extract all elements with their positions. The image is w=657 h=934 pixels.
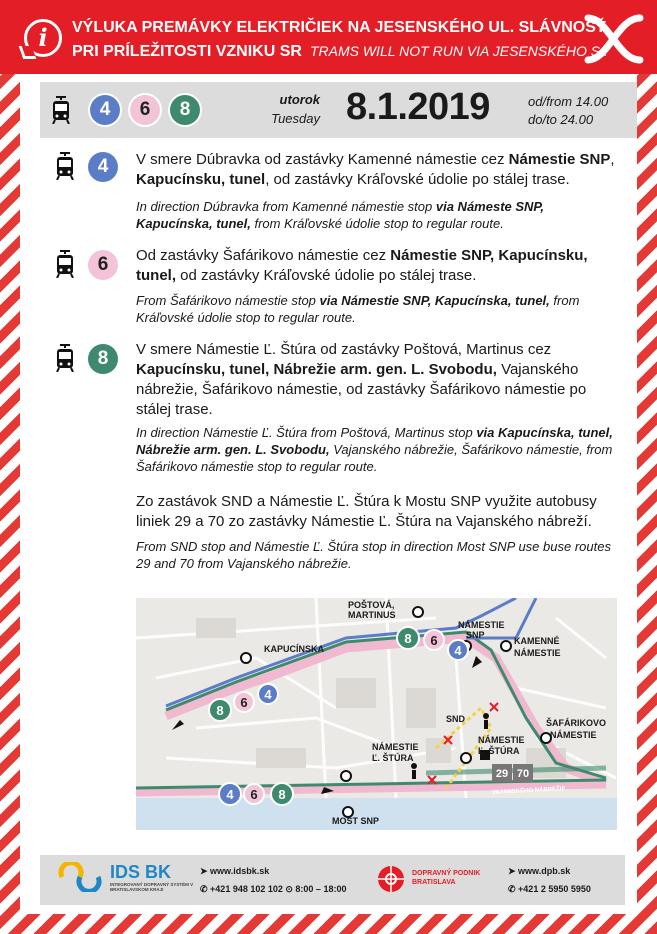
dpb-web-text[interactable]: www.dpb.sk (518, 866, 571, 876)
text: from Kráľovské údolie stop to regular route. (250, 216, 504, 231)
stop-label-snp-2: SNP (466, 630, 485, 640)
direction-arrow (172, 720, 184, 730)
route-4-badge: 4 (88, 152, 118, 182)
text-bold: Námestie SNP (508, 151, 611, 168)
time-from: od/from 14.00 (528, 94, 609, 109)
direction-arrow (472, 656, 482, 668)
text: From Šafárikovo námestie stop (136, 293, 320, 308)
time-to: do/to 24.00 (528, 112, 594, 127)
stop-label-kamenne-1: KAMENNÉ (514, 636, 560, 646)
ids-phone-text[interactable]: +421 948 102 102 (210, 884, 283, 894)
text: , (610, 151, 615, 168)
route-6-badge: 6 (88, 250, 118, 280)
map-badge-8: 8 (404, 631, 412, 646)
bus-29-badge: 29 (495, 768, 509, 780)
map-badge-6: 6 (430, 633, 438, 648)
text: Vajanského nábrežie, Šafárikovo námestie, from Šafárikovo námestie stop to regular route. (136, 442, 613, 474)
clock-icon: ⊙ (282, 884, 296, 894)
ids-subtitle: INTEGROVANÝ DOPRAVNÝ SYSTÉM V BRATISLAVSKOM KRAJI (110, 882, 194, 892)
dpb-contact (508, 884, 591, 895)
text: In direction Námestie Ľ. Štúra from Poštová, Martinus stop (136, 425, 477, 440)
stop-label-snp-1: NÁMESTIE (458, 620, 505, 630)
stop-label-stura-left-2: Ľ. ŠTÚRA (372, 753, 414, 763)
text-bold: via Námeste SNP, Kapucínska, tunel, (136, 199, 545, 231)
phone-icon: ✆ (508, 884, 519, 894)
cursor-icon: ➤ (200, 866, 211, 876)
header-title-line1: VÝLUKA PREMÁVKY ELEKTRIČIEK NA JESENSKÉHO UL. SLÁVNOSŤ (72, 19, 606, 36)
closure-date: 8.1.2019 (346, 86, 490, 128)
text: od zastávky Kráľovské údolie po stálej trase. (176, 267, 477, 284)
map-badge-4: 4 (264, 687, 272, 702)
phone-icon: ✆ (200, 884, 211, 894)
line-badge-6: 6 (130, 95, 160, 125)
stop-label-stura-left-1: NÁMESTIE (372, 742, 419, 752)
stop-label-stura-right-1: NÁMESTIE (478, 735, 525, 745)
no-tram-crossed-icon (578, 10, 648, 66)
info-icon: i (24, 19, 62, 57)
map-badge-4: 4 (454, 643, 462, 658)
dpb-name-2: BRATISLAVA (412, 879, 456, 886)
text: V smere Námestie Ľ. Štúra od zastávky Poštová, Martinus cez (136, 341, 552, 358)
text-bold: Kapucínsku, tunel (136, 171, 266, 188)
tram-icon (52, 96, 70, 124)
text-bold: via Kapucínska, tunel, Nábrežie arm. gen. L. Svobodu, (136, 425, 613, 457)
day-en: Tuesday (271, 111, 320, 126)
route-4-en (136, 198, 616, 232)
ids-logo-icon (58, 862, 104, 892)
route-6-sk (136, 246, 616, 286)
text: Od zastávky Šafárikovo námestie cez (136, 247, 391, 264)
stop-label-postova-2: MARTINUS (348, 610, 396, 620)
bus-note-en: From SND stop and Námestie Ľ. Štúra stop in direction Most SNP use buse routes 29 and 70 from Vajanského nábrežie. (136, 539, 611, 571)
tram-icon (56, 250, 74, 278)
route-8-sk (136, 340, 606, 420)
map-badge-numbers (216, 631, 529, 802)
map-badge-6: 6 (240, 695, 248, 710)
ids-contact (200, 884, 346, 895)
text: from Kráľovské údolie stop to regular route. (136, 293, 580, 325)
bus-70-badge: 70 (516, 768, 530, 780)
header-title-line2 (72, 43, 608, 61)
dpb-logo-icon (376, 864, 406, 894)
line-badge-8: 8 (170, 95, 200, 125)
map-badge-8: 8 (216, 703, 224, 718)
map-badge-4: 4 (226, 787, 234, 802)
map-badge-8: 8 (278, 787, 286, 802)
stop-label-kamenne-2: NÁMESTIE (514, 648, 561, 658)
text: In direction Dúbravka from Kamenné námestie stop (136, 199, 436, 214)
stop-label-safarikovo-1: ŠAFÁRIKOVO (546, 718, 607, 728)
tram-icon (56, 344, 74, 372)
header-title-line2-sk: PRI PRÍLEŽITOSTI VZNIKU SR (72, 43, 302, 60)
header-banner (0, 0, 657, 74)
text: V smere Dúbravka od zastávky Kamenné námestie cez (136, 151, 509, 168)
bus-note-sk: Zo zastávok SND a Námestie Ľ. Štúra k Mostu SNP využite autobusy liniek 29 a 70 zo zastávky Námestie Ľ. Štúra na Vajanského nábreží. (136, 493, 597, 530)
ids-web-text[interactable]: www.idsbk.sk (210, 866, 270, 876)
text-bold: Námestie SNP, Kapucínsku, tunel, (136, 247, 588, 284)
map-drawing (136, 598, 617, 830)
dpb-name-1: DOPRAVNÝ PODNIK (412, 870, 481, 877)
cursor-icon: ➤ (508, 866, 519, 876)
route-8-en (136, 424, 621, 475)
stop-label-kapucinska: KAPUCÍNSKA (264, 644, 325, 654)
route-6-en (136, 292, 616, 326)
stop-label-stura-right-2: Ľ. ŠTÚRA (478, 746, 520, 756)
ids-logo-text: IDS BK (110, 862, 172, 882)
route-4-sk (136, 150, 626, 190)
tram-icon (56, 152, 74, 180)
line-badge-4: 4 (90, 95, 120, 125)
text-bold: via Námestie SNP, Kapucínska, tunel, (319, 293, 550, 308)
ids-hours-text: 8:00 – 18:00 (295, 884, 347, 894)
stop-label-snd: SND (446, 714, 466, 724)
map-badge-6: 6 (250, 787, 258, 802)
header-title-en: TRAMS WILL NOT RUN VIA JESENSKÉHO St. (309, 43, 608, 59)
dpb-web (508, 866, 570, 877)
route-8-badge: 8 (88, 344, 118, 374)
stop-label-postova-1: POŠTOVÁ, (348, 600, 395, 610)
stop-label-safarikovo-2: NÁMESTIE (550, 730, 597, 740)
ids-web (200, 866, 269, 877)
dpb-phone-text[interactable]: +421 2 5950 5950 (518, 884, 591, 894)
day-sk: utorok (279, 92, 320, 107)
stop-label-most-snp: MOST SNP (332, 816, 380, 826)
text: Vajanského nábrežie, Šafárikovo námestie, od zastávky Šafárikovo námestie po stálej trase. (136, 361, 587, 418)
route-map (136, 598, 617, 830)
text: , od zastávky Kráľovské údolie po stálej trase. (265, 171, 570, 188)
text-bold: Kapucínsku, tunel, Nábrežie arm. gen. L. Svobodu, (136, 361, 497, 378)
street-label: VAJANSKÉHO NÁBREŽIE (491, 786, 566, 796)
